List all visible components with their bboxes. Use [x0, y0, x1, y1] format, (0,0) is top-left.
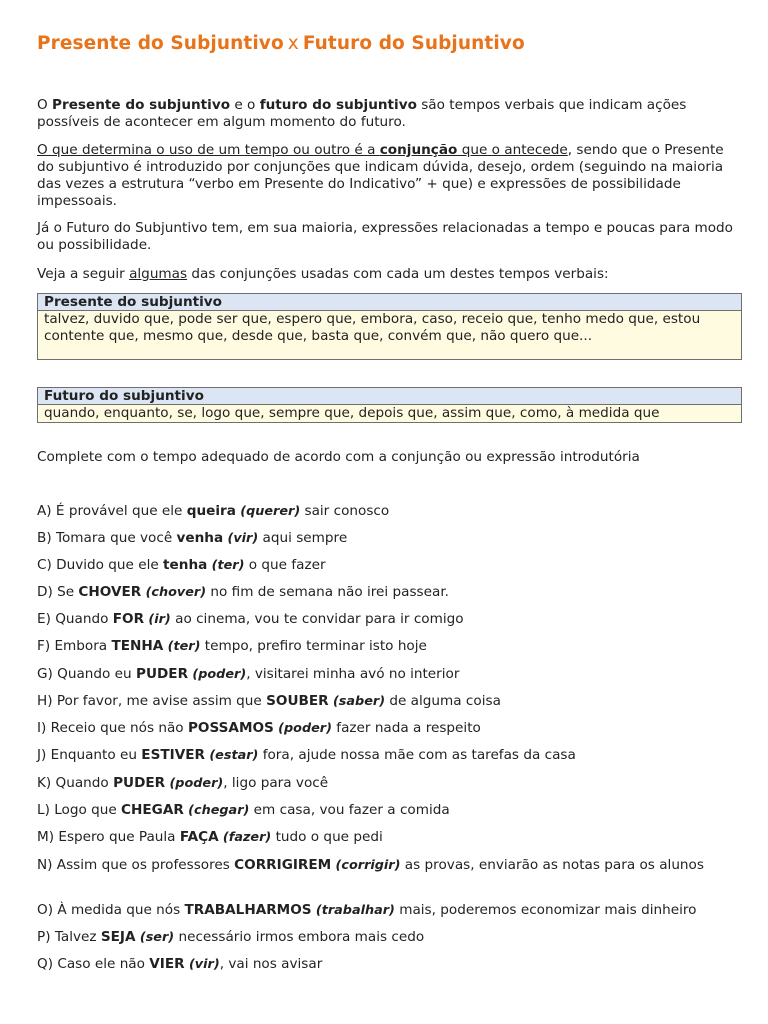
exercise-answer: FAÇA: [179, 829, 219, 845]
exercise-answer: TENHA: [111, 638, 164, 654]
exercise-text: as provas, enviarão as notas para os alunos: [400, 857, 704, 873]
exercise-text: A) É provável que ele: [37, 503, 187, 519]
futuro-conjunctions-box: [37, 387, 742, 423]
exercise-item: [37, 857, 737, 874]
exercise-item: [37, 802, 737, 819]
text: são tempos verbais que indicam ações possíveis de acontecer em algum momento do futuro.: [37, 97, 687, 130]
exercise-text: tudo o que pedi: [271, 829, 383, 845]
exercise-answer: PUDER: [113, 775, 166, 791]
exercise-text: no fim de semana não irei passear.: [206, 584, 449, 600]
exercise-item: [37, 611, 737, 628]
exercise-text: M) Espero que Paula: [37, 829, 180, 845]
text: O que determina o uso de um tempo ou outro é a: [37, 142, 380, 158]
exercise-text: B) Tomara que você: [37, 530, 177, 546]
exercise-text: H) Por favor, me avise assim que: [37, 693, 267, 709]
exercise-item: [37, 747, 737, 764]
title-part-presente: Presente do Subjuntivo: [37, 33, 284, 54]
exercise-item: [37, 693, 737, 710]
exercise-item: [37, 720, 737, 737]
exercise-verb: (estar): [209, 748, 259, 763]
futuro-box-body: quando, enquanto, se, logo que, sempre que, depois que, assim que, como, à medida que: [44, 405, 660, 421]
intro-paragraph-4: [37, 266, 737, 283]
exercise-verb: (poder): [278, 721, 332, 736]
exercise-answer: POSSAMOS: [187, 720, 274, 736]
exercise-text: , vai nos avisar: [219, 956, 323, 972]
exercise-answer: PUDER: [136, 666, 189, 682]
intro-paragraph-2: [37, 142, 737, 210]
underlined-word: algumas: [129, 266, 188, 282]
exercise-text: F) Embora: [37, 638, 112, 654]
exercise-answer: SOUBER: [266, 693, 329, 709]
exercise-text: O) À medida que nós: [37, 902, 185, 918]
exercise-answer: CORRIGIREM: [234, 857, 332, 873]
exercise-text: N) Assim que os professores: [37, 857, 235, 873]
exercise-text: , ligo para você: [223, 775, 329, 791]
exercise-text: Q) Caso ele não: [37, 956, 150, 972]
exercise-verb: (chover): [145, 585, 207, 600]
exercise-verb: (trabalhar): [315, 903, 395, 918]
intro-paragraph-3: Já o Futuro do Subjuntivo tem, em sua maioria, expressões relacionadas a tempo e poucas para modo ou possibilidade.: [37, 220, 734, 253]
presente-box-title: Presente do subjuntivo: [38, 294, 741, 311]
presente-conjunctions-box: [37, 293, 742, 360]
exercise-text: o que fazer: [244, 557, 326, 573]
exercise-verb: (vir): [188, 957, 220, 972]
exercise-answer: SEJA: [100, 929, 136, 945]
exercise-answer: ESTIVER: [141, 747, 205, 763]
exercise-text: G) Quando eu: [37, 666, 136, 682]
exercise-text: , visitarei minha avó no interior: [246, 666, 460, 682]
exercise-item: [37, 503, 737, 520]
exercise-item: [37, 638, 737, 655]
instruction: Complete com o tempo adequado de acordo com a conjunção ou expressão introdutória: [37, 449, 640, 465]
page-title: [37, 35, 525, 52]
exercise-item: [37, 584, 737, 601]
exercise-text: sair conosco: [300, 503, 390, 519]
term-conjuncao: conjunção: [379, 142, 458, 158]
exercise-verb: (saber): [332, 694, 386, 709]
text: e o: [230, 97, 260, 113]
exercise-text: necessário irmos embora mais cedo: [174, 929, 425, 945]
exercise-verb: (fazer): [222, 830, 272, 845]
exercise-verb: (ser): [139, 930, 175, 945]
exercise-verb: (corrigir): [335, 858, 401, 873]
exercise-item: [37, 530, 737, 547]
exercise-verb: (ter): [211, 558, 245, 573]
exercise-text: aqui sempre: [258, 530, 348, 546]
exercise-text: E) Quando: [37, 611, 113, 627]
exercise-item: [37, 666, 737, 683]
exercise-item: [37, 775, 737, 792]
text: , sendo que o Presente do subjuntivo é introduzido por conjunções que indicam dúvida, desejo, ordem (seguindo na maioria das vezes a estrutura “verbo em Presente do Indicativo” + que) e expressões de possibilidade impessoais.: [37, 142, 724, 209]
exercise-answer: VIER: [149, 956, 185, 972]
exercise-text: L) Logo que: [37, 802, 122, 818]
exercise-answer: tenha: [163, 557, 208, 573]
exercise-text: J) Enquanto eu: [37, 747, 142, 763]
exercise-verb: (querer): [240, 504, 301, 519]
title-separator: x: [287, 33, 299, 54]
text: O: [37, 97, 53, 113]
exercise-item: [37, 829, 737, 846]
exercise-answer: queira: [186, 503, 236, 519]
underlined-phrase: [37, 142, 568, 158]
term-futuro: futuro do subjuntivo: [259, 97, 417, 113]
presente-box-body: talvez, duvido que, pode ser que, espero que, embora, caso, receio que, tenho medo que, estou contente que, mesmo que, desde que, basta que, convém que, não quero que...: [44, 311, 701, 344]
exercise-answer: CHEGAR: [121, 802, 184, 818]
exercise-verb: (poder): [169, 776, 224, 791]
exercise-item: [37, 929, 737, 946]
text: das conjunções usadas com cada um destes tempos verbais:: [187, 266, 609, 282]
exercise-item: [37, 956, 737, 973]
exercise-verb: (ir): [148, 612, 171, 627]
exercise-answer: CHOVER: [78, 584, 142, 600]
exercise-verb: (poder): [192, 667, 247, 682]
exercise-text: de alguma coisa: [385, 693, 501, 709]
exercise-item: [37, 557, 737, 574]
exercise-text: C) Duvido que ele: [37, 557, 164, 573]
exercise-text: P) Talvez: [37, 929, 101, 945]
exercise-text: D) Se: [37, 584, 79, 600]
exercise-text: K) Quando: [37, 775, 114, 791]
exercise-text: tempo, prefiro terminar isto hoje: [200, 638, 427, 654]
exercise-text: mais, poderemos economizar mais dinheiro: [394, 902, 697, 918]
term-presente: Presente do subjuntivo: [52, 97, 231, 113]
exercise-text: fazer nada a respeito: [331, 720, 481, 736]
exercise-verb: (chegar): [188, 803, 250, 818]
exercise-text: fora, ajude nossa mãe com as tarefas da casa: [258, 747, 576, 763]
text: Veja a seguir: [37, 266, 130, 282]
title-part-futuro: Futuro do Subjuntivo: [302, 33, 525, 54]
exercise-text: ao cinema, vou te convidar para ir comigo: [170, 611, 464, 627]
futuro-box-title: Futuro do subjuntivo: [38, 388, 741, 405]
intro-paragraph-1: [37, 97, 737, 131]
exercise-item: [37, 902, 737, 919]
exercise-answer: FOR: [112, 611, 145, 627]
exercise-text: I) Receio que nós não: [37, 720, 188, 736]
exercise-verb: (ter): [167, 639, 201, 654]
exercise-text: em casa, vou fazer a comida: [249, 802, 450, 818]
exercise-verb: (vir): [227, 531, 259, 546]
text: que o antecede: [457, 142, 568, 158]
exercise-answer: TRABALHARMOS: [184, 902, 312, 918]
exercise-answer: venha: [176, 530, 224, 546]
